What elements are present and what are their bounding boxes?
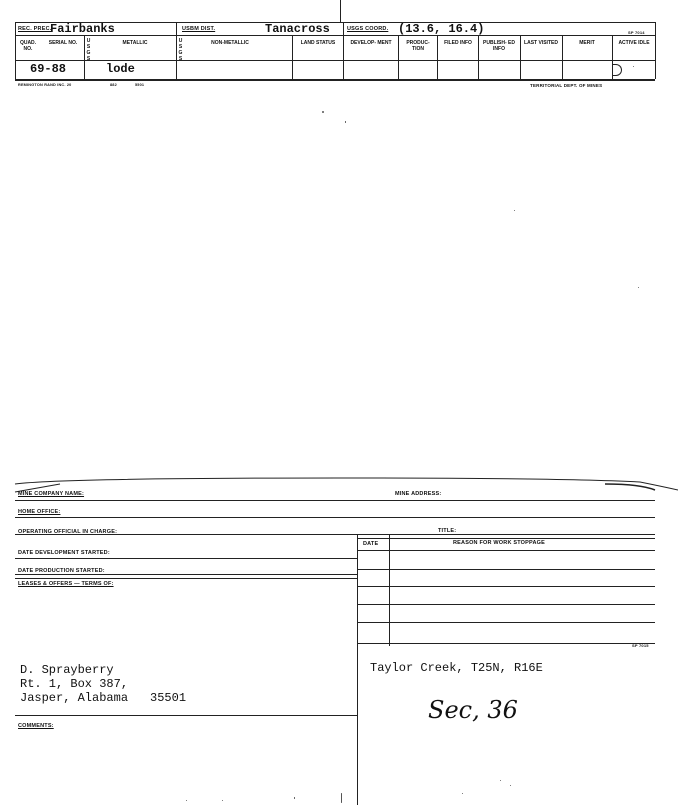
location-text: Taylor Creek, T25N, R16E <box>370 661 543 675</box>
date-label: DATE <box>363 541 379 547</box>
col-quad-no: QUAD. NO. <box>19 40 37 52</box>
title-label: TITLE: <box>438 528 457 534</box>
mine-address-label: MINE ADDRESS: <box>395 491 442 497</box>
usbm-dist-label: USBM DIST. <box>182 26 216 32</box>
col-last-visited: LAST VISITED <box>524 40 558 46</box>
back-card <box>0 470 678 805</box>
usgs-marker-metallic: U S G S <box>86 38 91 62</box>
owner-name: D. Sprayberry <box>20 663 114 677</box>
col-metallic: METALLIC <box>122 40 148 46</box>
leases-label: LEASES & OFFERS — TERMS OF: <box>18 581 114 587</box>
handwritten-section: Sec, 36 <box>428 696 518 724</box>
usgs-marker-nonmetallic: U S G S <box>178 38 183 62</box>
top-card <box>0 0 678 95</box>
owner-city: Jasper, Alabama <box>20 691 129 705</box>
col-production: PRODUC- TION <box>406 40 430 52</box>
active-circle-mark <box>613 64 622 76</box>
metallic-value: lode <box>106 62 135 76</box>
printer-credit: REMINGTON RAND INC. 20 <box>18 83 72 87</box>
form-number-back: SP 7015 <box>632 643 649 648</box>
form-number-top: SP 7014 <box>628 30 645 35</box>
mine-company-label: MINE COMPANY NAME: <box>18 491 85 497</box>
printer-code-1: 882 <box>110 83 117 87</box>
owner-street: Rt. 1, Box 387, <box>20 677 129 691</box>
reason-label: REASON FOR WORK STOPPAGE <box>453 540 545 546</box>
owner-zip: 35501 <box>150 691 187 705</box>
prod-started-label: DATE PRODUCTION STARTED: <box>18 568 105 574</box>
usgs-coord-label: USGS COORD. <box>347 26 389 32</box>
operating-official-label: OPERATING OFFICIAL IN CHARGE: <box>18 529 118 535</box>
card-top-edge <box>0 470 678 500</box>
quad-serial-value: 69-88 <box>30 62 67 76</box>
usbm-dist-value: Tanacross <box>265 22 330 36</box>
col-filed-info: FILED INFO <box>444 40 472 46</box>
col-land-status: LAND STATUS <box>300 40 336 46</box>
rec-prec-value: Fairbanks <box>50 22 115 36</box>
col-serial-no: SERIAL NO. <box>48 40 78 46</box>
col-development: DEVELOP- MENT <box>350 40 392 46</box>
comments-label: COMMENTS: <box>18 723 54 729</box>
col-non-metallic: NON-METALLIC <box>211 40 249 46</box>
dev-started-label: DATE DEVELOPMENT STARTED: <box>18 550 110 556</box>
owner-block <box>20 663 186 705</box>
col-published-info: PUBLISH- ED INFO <box>483 40 515 52</box>
col-merit: MERIT <box>579 40 595 46</box>
printer-code-2: 5501 <box>135 83 145 87</box>
rec-prec-label: REC. PREC. <box>18 26 52 32</box>
agency-name: TERRITORIAL DEPT. OF MINES <box>530 83 603 88</box>
usgs-coord-value: (13.6, 16.4) <box>398 22 485 36</box>
home-office-label: HOME OFFICE: <box>18 509 61 515</box>
col-active-idle: ACTIVE IDLE <box>618 40 650 46</box>
